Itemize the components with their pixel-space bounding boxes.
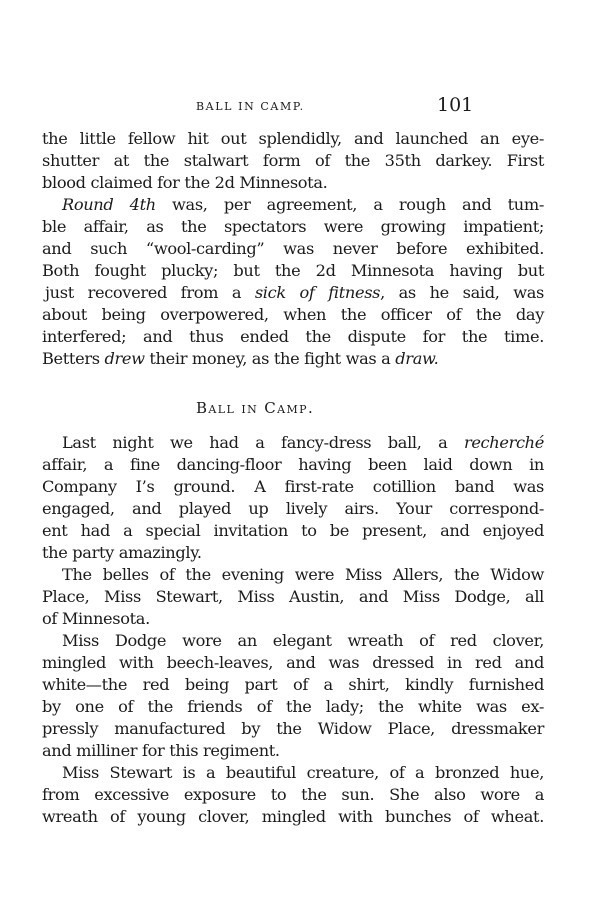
page-number: 101: [437, 94, 474, 116]
body-text-ball-in-camp: [42, 432, 544, 828]
italic-text: drew: [104, 349, 145, 368]
text-line: interfered; and thus ended the dispute for the time.: [42, 327, 544, 346]
italic-text: recherché: [463, 433, 544, 452]
italic-text: draw.: [395, 349, 439, 368]
text-line: affair, a fine dancing-floor having been laid down in: [42, 455, 544, 474]
text-line: and milliner for this regiment.: [42, 741, 280, 760]
text-line: the party amazingly.: [42, 543, 202, 562]
italic-text: Round 4th: [62, 195, 156, 214]
text-line: ent had a special invitation to be present, and enjoyed: [42, 521, 544, 540]
body-text-continued: [42, 128, 544, 370]
text-run: just recovered from a: [45, 283, 255, 302]
text-line: shutter at the stalwart form of the 35th darkey. First: [42, 151, 544, 170]
text-line: [42, 432, 544, 454]
text-run: Last night we had a fancy-dress ball, a: [62, 433, 464, 452]
text-line: [42, 282, 544, 304]
text-line: Place, Miss Stewart, Miss Austin, and Miss Dodge, all: [42, 587, 544, 606]
text-line: and such “wool-carding” was never before exhibited.: [42, 239, 544, 258]
text-line: blood claimed for the 2d Minnesota.: [42, 173, 328, 192]
italic-text: sick of fitness: [254, 283, 381, 302]
text-line: Miss Stewart is a beautiful creature, of a bronzed hue,: [62, 763, 544, 782]
text-line: Company I’s ground. A first-rate cotillion band was: [42, 477, 544, 496]
text-line: of Minnesota.: [42, 609, 150, 628]
text-line: white—the red being part of a shirt, kindly furnished: [42, 675, 544, 694]
running-title: BALL IN CAMP.: [196, 100, 305, 113]
running-header: [0, 94, 590, 118]
text-line: ble affair, as the spectators were growing impatient;: [42, 217, 544, 236]
text-run: was, per agreement, a rough and tum-: [155, 195, 544, 214]
text-line: pressly manufactured by the Widow Place, dressmaker: [42, 719, 544, 738]
section-heading: Ball in Camp.: [196, 399, 315, 417]
text-line: engaged, and played up lively airs. Your correspond-: [42, 499, 544, 518]
text-line: mingled with beech-leaves, and was dressed in red and: [42, 653, 544, 672]
text-line: Both fought plucky; but the 2d Minnesota having but: [42, 261, 544, 280]
text-line: The belles of the evening were Miss Allers, the Widow: [62, 565, 544, 584]
text-line: by one of the friends of the lady; the white was ex-: [42, 697, 544, 716]
text-line: about being overpowered, when the officer of the day: [42, 305, 544, 324]
text-line: the little fellow hit out splendidly, and launched an eye-: [42, 129, 544, 148]
text-line: [42, 348, 544, 370]
text-run: their money, as the fight was a: [144, 349, 396, 368]
text-line: Miss Dodge wore an elegant wreath of red clover,: [62, 631, 544, 650]
text-run: , as he said, was: [380, 283, 545, 302]
text-line: wreath of young clover, mingled with bunches of wheat.: [42, 807, 544, 826]
text-line: [42, 194, 544, 216]
text-line: from excessive exposure to the sun. She also wore a: [42, 785, 544, 804]
text-run: Betters: [42, 349, 105, 368]
